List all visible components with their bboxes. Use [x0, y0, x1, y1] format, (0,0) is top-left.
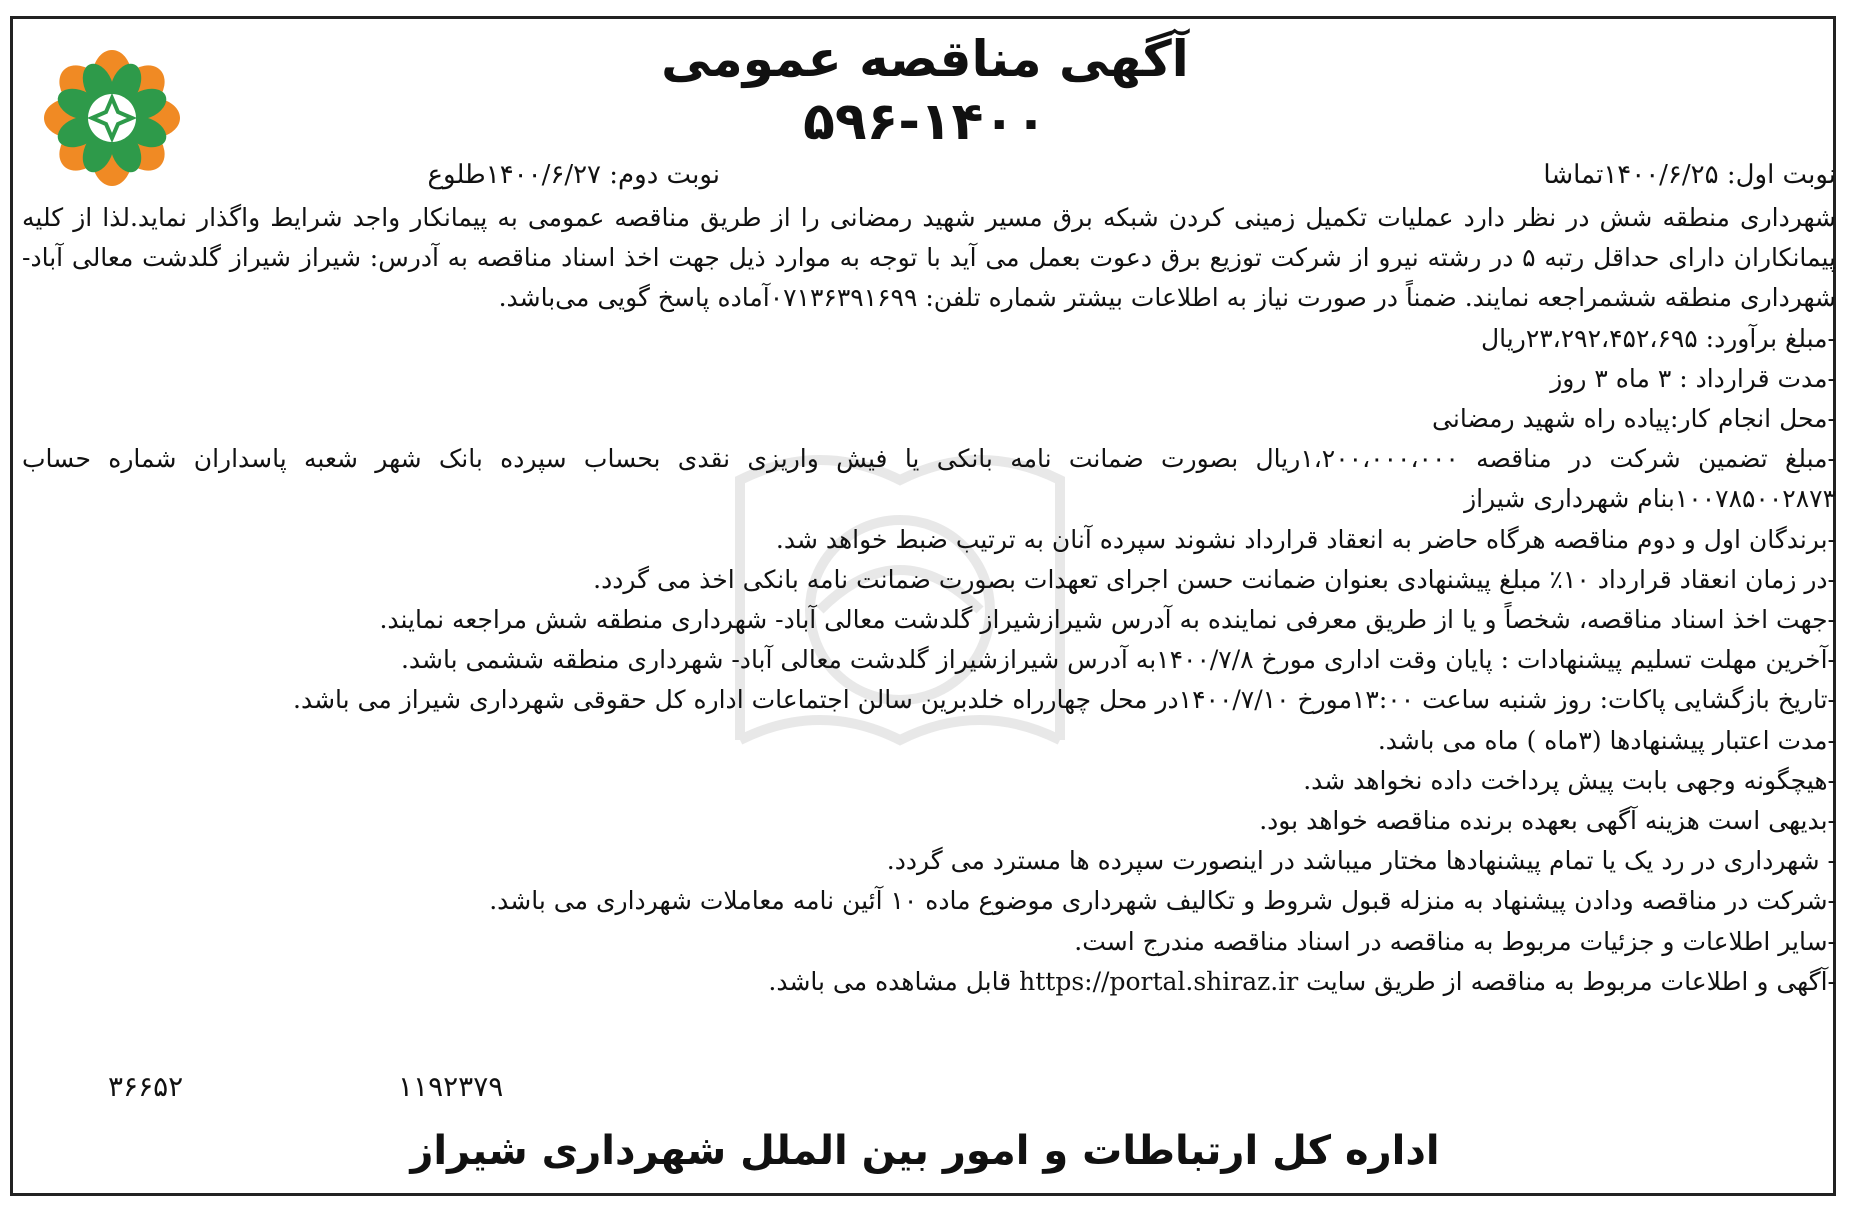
- list-item: -مبلغ تضمین شرکت در مناقصه ۱،۲۰۰،۰۰۰،۰۰۰ریال بصورت ضمانت نامه بانکی یا فیش واریزی نقدی بحساب سپرده بانک شهر شعبه پاسداران شماره حساب ۱۰۰۷۸۵۰۰۲۸۷۳بنام شهرداری شیراز: [22, 444, 1836, 514]
- intro-paragraph: شهرداری منطقه شش در نظر دارد عملیات تکمیل زمینی کردن شبکه برق مسیر شهید رمضانی را از طریق مناقصه عمومی به پیمانکار واجد شرایط واگذار نماید.لذا از کلیه پیمانکاران دارای حداقل رتبه ۵ در رشته نیرو از شرکت توزیع برق دعوت بعمل می آید با توجه به موارد ذیل جهت اخذ اسناد مناقصه به آدرس: شیراز شیراز گلدشت معالی آباد- شهرداری منطقه ششمراجعه نمایند. ضمناً در صورت نیاز به اطلاعات بیشتر شماره تلفن: ۰۷۱۳۶۳۹۱۶۹۹آماده پاسخ گویی می‌باشد.: [22, 203, 1836, 313]
- list-item: -مدت اعتبار پیشنهادها (۳ماه ) ماه می باشد.: [1377, 725, 1836, 755]
- list-item: -در زمان انعقاد قرارداد ۱۰٪ مبلغ پیشنهادی بعنوان ضمانت حسن اجرای تعهدات بصورت ضمانت نامه بانکی اخذ می گردد.: [593, 564, 1836, 594]
- notice-number: ۵۹۶-۱۴۰۰: [803, 92, 1047, 152]
- list-item: -آخرین مهلت تسلیم پیشنهادات : پایان وقت اداری مورخ ۱۴۰۰/۷/۸به آدرس شیرازشیراز گلدشت معالی آباد- شهرداری منطقه ششمی باشد.: [400, 645, 1836, 675]
- list-item: -جهت اخذ اسناد مناقصه، شخصاً و یا از طریق معرفی نماینده به آدرس شیرازشیراز گلدشت معالی آباد- شهرداری منطقه شش مراجعه نمایند.: [379, 605, 1836, 635]
- first-publication: نوبت اول: ۱۴۰۰/۶/۲۵تماشا: [1543, 160, 1836, 190]
- reference-number-b: ۳۶۶۵۲: [108, 1070, 184, 1103]
- footer-office: اداره کل ارتباطات و امور بین الملل شهرداری شیراز: [410, 1128, 1440, 1174]
- list-item: -شرکت در مناقصه ودادن پیشنهاد به منزله قبول شروط و تکالیف شهرداری موضوع ماده ۱۰ آئین نامه معاملات شهرداری می باشد.: [489, 886, 1836, 916]
- list-item: -هیچگونه وجهی بابت پیش پرداخت داده نخواهد شد.: [1303, 765, 1836, 795]
- list-item: - شهرداری در رد یک یا تمام پیشنهادها مختار میباشد در اینصورت سپرده ها مسترد می گردد.: [886, 846, 1836, 876]
- second-publication: نوبت دوم: ۱۴۰۰/۶/۲۷طلوع: [427, 160, 720, 190]
- list-item: -برندگان اول و دوم مناقصه هرگاه حاضر به انعقاد قرارداد نشوند سپرده آنان به ترتیب ضبط خواهد شد.: [775, 524, 1836, 554]
- list-item: -سایر اطلاعات و جزئیات مربوط به مناقصه در اسناد مناقصه مندرج است.: [1074, 926, 1836, 956]
- list-item: -مدت قرارداد : ۳ ماه ۳ روز: [1550, 363, 1836, 393]
- reference-number-a: ۱۱۹۲۳۷۹: [398, 1070, 504, 1103]
- list-item: -آگهی و اطلاعات مربوط به مناقصه از طریق سایت https://portal.shiraz.ir قابل مشاهده می باشد.: [768, 966, 1836, 996]
- notice-body: [22, 198, 1836, 1002]
- notice-title: آگهی مناقصه عمومی: [661, 30, 1189, 88]
- list-item: -تاریخ بازگشایی پاکات: روز شنبه ساعت ۱۳:۰۰مورخ ۱۴۰۰/۷/۱۰در محل چهارراه خلدبرین سالن اجتماعات اداره کل حقوقی شهرداری شیراز می باشد.: [293, 685, 1836, 715]
- list-item: -محل انجام کار:پیاده راه شهید رمضانی: [1432, 404, 1836, 434]
- list-item: -بدیهی است هزینه آگهی بعهده برنده مناقصه خواهد بود.: [1259, 806, 1836, 836]
- list-item: -مبلغ برآورد: ۲۳،۲۹۲،۴۵۲،۶۹۵ریال: [1481, 323, 1836, 353]
